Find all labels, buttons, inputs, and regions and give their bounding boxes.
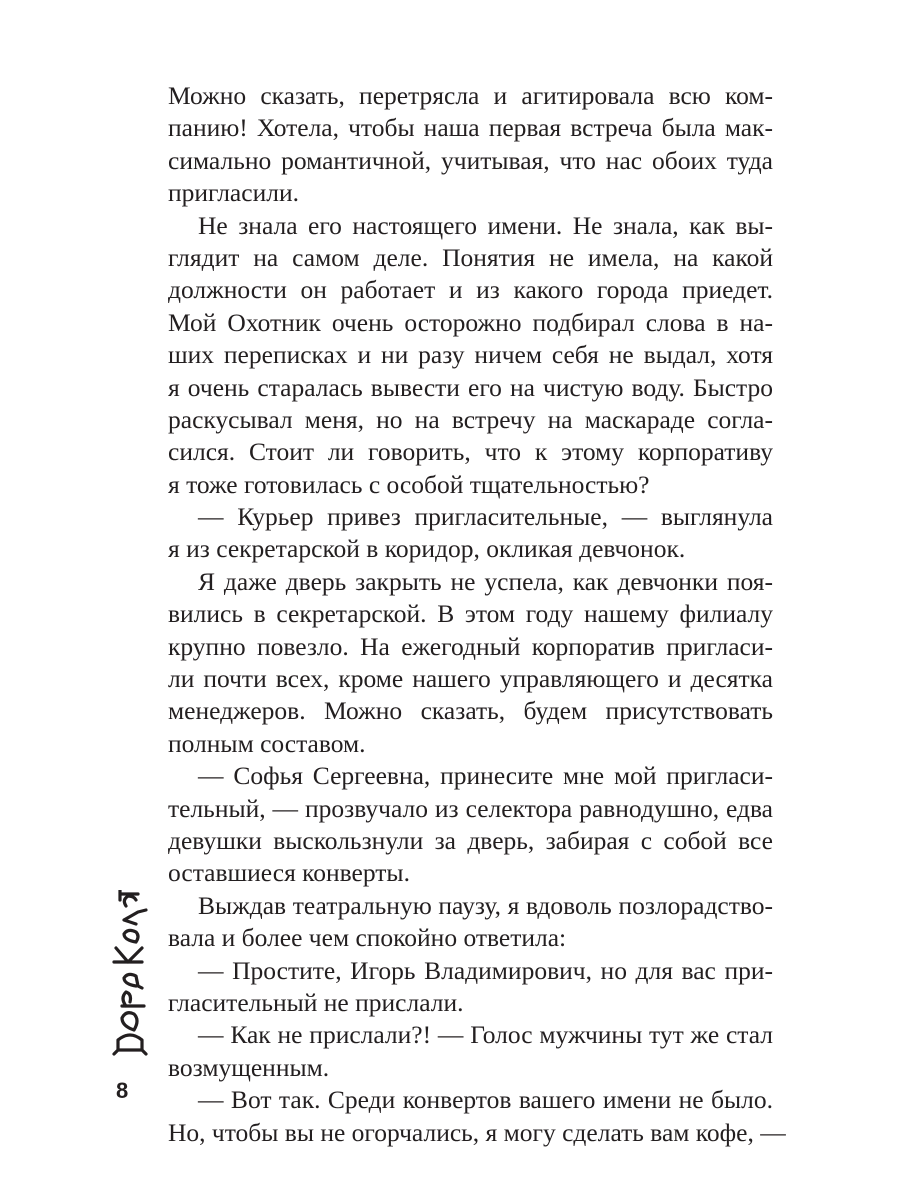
text-line: крупно повезло. На ежегодный корпоратив пригласи- xyxy=(168,631,773,661)
text-line: панию! Хотела, чтобы наша первая встреча была мак- xyxy=(168,113,773,143)
text-line: симально романтичной, учитывая, что нас обоих туда xyxy=(168,145,773,175)
text-line: пригласили. xyxy=(168,178,299,208)
text-line: вала и более чем спокойно ответила: xyxy=(168,923,567,953)
body-text xyxy=(168,80,786,1149)
text-line: возмущенным. xyxy=(168,1052,330,1082)
text-line: глядит на самом деле. Понятия не имела, на какой xyxy=(168,242,773,272)
text-line: — Вот так. Среди конвертов вашего имени не было. xyxy=(198,1085,773,1115)
text-line: гласительный не прислали. xyxy=(168,987,464,1017)
text-line: оставшиеся конверты. xyxy=(168,858,410,888)
signature-mark xyxy=(98,890,158,1060)
author-signature xyxy=(98,890,158,1060)
text-line: я из секретарской в коридор, окликая девчонок. xyxy=(168,534,686,564)
text-line: раскусывал меня, но на встречу на маскараде согла- xyxy=(168,404,773,434)
text-line: — Простите, Игорь Владимирович, но для вас при- xyxy=(198,955,773,985)
text-line: — Как не прислали?! — Голос мужчины тут же стал xyxy=(198,1020,773,1050)
text-line: девушки выскользнули за дверь, забирая с собой все xyxy=(168,825,773,855)
text-line: Можно сказать, перетрясла и агитировала всю ком- xyxy=(168,81,773,110)
text-line: менеджеров. Можно сказать, будем присутствовать xyxy=(168,696,773,726)
text-line: Но, чтобы вы не огорчались, я могу сделать вам кофе, — xyxy=(168,1117,786,1147)
text-line: полным составом. xyxy=(168,728,366,758)
text-line: я тоже готовилась с особой тщательностью? xyxy=(168,469,650,499)
text-line: — Софья Сергеевна, принесите мне мой пригласи- xyxy=(198,761,773,791)
text-line: тельный, — прозвучало из селектора равнодушно, едва xyxy=(168,793,773,823)
text-line: Выждав театральную паузу, я вдоволь позлорадство- xyxy=(198,890,773,920)
text-line: Мой Охотник очень осторожно подбирал слова в на- xyxy=(168,307,773,337)
text-line: ли почти всех, кроме нашего управляющего и десятка xyxy=(168,664,773,694)
text-line: Я даже дверь закрыть не успела, как девчонки поя- xyxy=(198,566,773,596)
text-line: Не знала его настоящего имени. Не знала, как вы- xyxy=(198,210,773,240)
text-line: должности он работает и из какого города приедет. xyxy=(168,275,773,305)
page-number: 8 xyxy=(116,1078,129,1103)
text-line: ших переписках и ни разу ничем себя не выдал, хотя xyxy=(168,340,773,370)
text-line: — Курьер привез пригласительные, — выглянула xyxy=(198,502,773,532)
text-line: я очень старалась вывести его на чистую воду. Быстро xyxy=(168,372,773,402)
text-line: сился. Стоит ли говорить, что к этому корпоративу xyxy=(168,437,773,467)
text-line: вились в секретарской. В этом году нашему филиалу xyxy=(168,599,773,629)
